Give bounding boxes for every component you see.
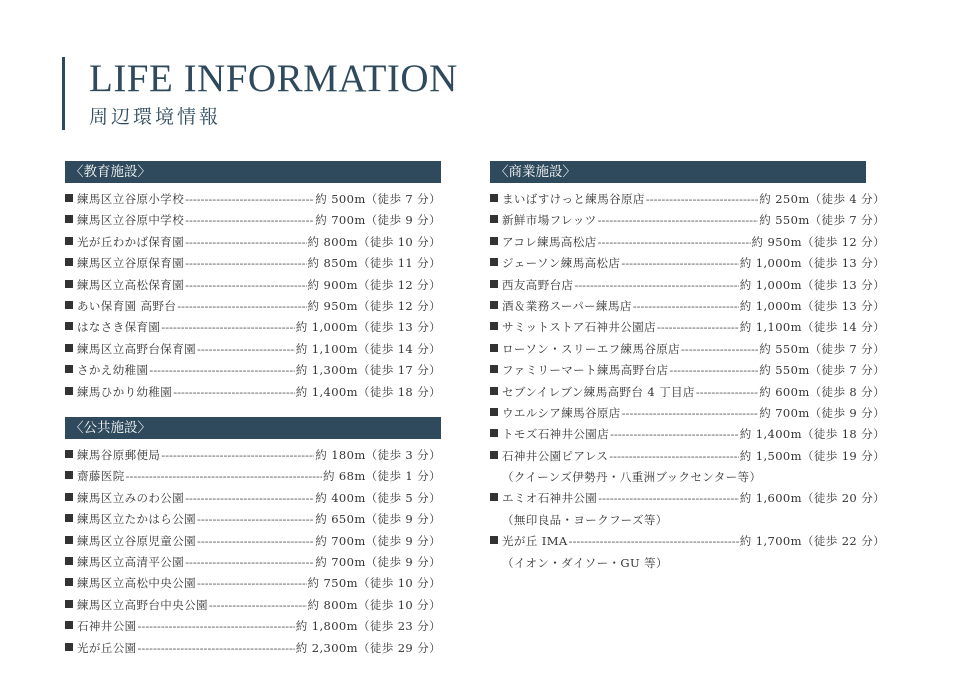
facility-distance: 約 900m（徒歩 12 分）	[307, 277, 441, 292]
title-block	[62, 57, 458, 130]
leader-dots	[621, 253, 738, 274]
list-item	[65, 317, 441, 338]
square-bullet-icon	[490, 215, 498, 223]
education-heading: 〈教育施設〉	[65, 161, 441, 183]
square-bullet-icon	[490, 408, 498, 416]
square-bullet-icon	[65, 493, 73, 501]
leader-dots	[598, 232, 751, 253]
facility-name: 練馬区立谷原小学校	[77, 192, 185, 206]
list-item	[65, 189, 441, 210]
square-bullet-icon	[65, 643, 73, 651]
list-item	[490, 189, 885, 210]
facility-name: 練馬区立高野台保育園	[77, 341, 196, 356]
facility-name: ファミリーマート練馬高野台店	[502, 363, 669, 378]
square-bullet-icon	[65, 536, 73, 544]
leader-dots	[197, 509, 314, 530]
leader-dots	[633, 296, 739, 317]
list-item	[490, 488, 885, 509]
square-bullet-icon	[65, 280, 73, 288]
leader-dots	[185, 232, 306, 253]
list-item	[65, 339, 441, 360]
square-bullet-icon	[490, 301, 498, 309]
list-item	[65, 638, 441, 659]
leader-dots	[681, 339, 758, 360]
leader-dots	[185, 189, 314, 210]
leader-dots	[197, 339, 295, 360]
facility-name: 光が丘わかば保育園	[77, 234, 185, 249]
education-section	[65, 161, 441, 403]
facility-distance: 約 1,000m（徒歩 13 分）	[739, 256, 885, 271]
list-item	[65, 488, 441, 509]
facility-name: 練馬ひかり幼稚園	[77, 384, 173, 399]
leader-dots	[574, 275, 738, 296]
square-bullet-icon	[65, 215, 73, 223]
facility-name: トモズ石神井公園店	[502, 427, 610, 442]
leader-dots	[609, 446, 738, 467]
facility-distance: 約 550m（徒歩 7 分）	[759, 341, 885, 356]
facility-note: （クイーンズ伊勢丹・八重洲ブックセンター等）	[502, 470, 762, 485]
list-item	[65, 275, 441, 296]
facility-distance: 約 550m（徒歩 7 分）	[759, 213, 885, 228]
facility-distance: 約 1,100m（徒歩 14 分）	[739, 320, 885, 335]
facility-distance: 約 1,600m（徒歩 20 分）	[739, 491, 885, 506]
facility-distance: 約 700m（徒歩 9 分）	[315, 213, 441, 228]
facility-name: 石神井公園ピアレス	[502, 448, 609, 463]
public-heading: 〈公共施設〉	[65, 417, 441, 439]
square-bullet-icon	[490, 493, 498, 501]
leader-dots	[126, 466, 322, 487]
facility-name: 練馬区立みのわ公園	[77, 490, 185, 505]
facility-name: 練馬区立谷原中学校	[77, 213, 185, 228]
list-item	[65, 210, 441, 231]
leader-dots	[598, 488, 739, 509]
facility-name: ローソン・スリーエフ練馬谷原店	[502, 341, 681, 356]
leader-dots	[657, 317, 739, 338]
square-bullet-icon	[65, 450, 73, 458]
facility-distance: 約 1,000m（徒歩 13 分）	[739, 277, 885, 292]
leader-dots	[696, 382, 758, 403]
facility-distance: 約 1,000m（徒歩 13 分）	[739, 298, 885, 313]
list-item	[65, 382, 441, 403]
facility-distance: 約 850m（徒歩 11 分）	[307, 256, 441, 271]
facility-distance: 約 700m（徒歩 9 分）	[315, 533, 441, 548]
leader-dots	[197, 573, 307, 594]
leader-dots	[149, 360, 294, 381]
facility-distance: 約 1,700m（徒歩 22 分）	[739, 534, 885, 549]
leader-dots	[138, 638, 295, 659]
facility-name: 練馬区立高松保育園	[77, 277, 185, 292]
leader-dots	[569, 531, 739, 552]
list-item	[65, 296, 441, 317]
facility-distance: 約 68m（徒歩 1 分）	[322, 469, 441, 484]
list-item	[490, 424, 885, 445]
facility-name: はなさき保育園	[77, 320, 161, 335]
facility-distance: 約 1,400m（徒歩 18 分）	[295, 384, 441, 399]
facility-name: あい保育園 高野台	[77, 298, 177, 313]
facility-distance: 約 180m（徒歩 3 分）	[315, 448, 441, 462]
square-bullet-icon	[65, 471, 73, 479]
leader-dots	[161, 445, 314, 466]
facility-distance: 約 800m（徒歩 10 分）	[307, 597, 441, 612]
public-section	[65, 417, 441, 659]
facility-name: さかえ幼稚園	[77, 363, 149, 378]
public-list	[65, 445, 441, 659]
leader-dots	[185, 275, 306, 296]
commercial-section	[490, 161, 885, 574]
facility-distance: 約 500m（徒歩 7 分）	[315, 192, 441, 206]
square-bullet-icon	[65, 621, 73, 629]
facility-name: エミオ石神井公園	[502, 491, 598, 506]
facility-note: （イオン・ダイソー・GU 等）	[502, 555, 668, 570]
square-bullet-icon	[490, 258, 498, 266]
list-item	[65, 232, 441, 253]
square-bullet-icon	[490, 536, 498, 544]
facility-distance: 約 600m（徒歩 8 分）	[759, 384, 885, 399]
square-bullet-icon	[490, 237, 498, 245]
facility-name: 光が丘 IMA	[502, 534, 568, 549]
square-bullet-icon	[65, 301, 73, 309]
list-item	[65, 509, 441, 530]
list-item	[65, 466, 441, 487]
leader-dots	[209, 595, 307, 616]
facility-name: 練馬区立谷原児童公園	[77, 533, 196, 548]
list-item	[65, 573, 441, 594]
facility-note: （無印良品・ヨークフーズ等）	[502, 512, 668, 527]
square-bullet-icon	[65, 344, 73, 352]
square-bullet-icon	[65, 322, 73, 330]
page-subtitle: 周辺環境情報	[89, 106, 222, 128]
list-item	[65, 552, 441, 573]
facility-distance: 約 950m（徒歩 12 分）	[751, 234, 885, 249]
facility-distance: 約 700m（徒歩 9 分）	[315, 554, 441, 569]
facility-name: 石神井公園	[77, 619, 137, 634]
list-item	[490, 531, 885, 552]
square-bullet-icon	[65, 557, 73, 565]
list-item	[65, 531, 441, 552]
list-item	[490, 382, 885, 403]
facility-name: ウエルシア練馬谷原店	[502, 405, 621, 420]
list-item	[490, 275, 885, 296]
education-list	[65, 189, 441, 403]
list-item	[65, 595, 441, 616]
leader-dots	[610, 424, 739, 445]
leader-dots	[185, 210, 314, 231]
leader-dots	[185, 488, 314, 509]
facility-name: 酒＆業務スーパー練馬店	[502, 298, 632, 313]
facility-name: 齋藤医院	[77, 469, 125, 484]
square-bullet-icon	[490, 387, 498, 395]
facility-name: サミットストア石神井公園店	[502, 320, 657, 335]
square-bullet-icon	[490, 280, 498, 288]
square-bullet-icon	[65, 258, 73, 266]
square-bullet-icon	[490, 451, 498, 459]
list-item	[65, 445, 441, 466]
square-bullet-icon	[65, 365, 73, 373]
facility-name: 新鮮市場フレッツ	[502, 213, 597, 228]
facility-distance: 約 1,400m（徒歩 18 分）	[739, 427, 885, 442]
commercial-heading: 〈商業施設〉	[490, 161, 866, 183]
square-bullet-icon	[490, 365, 498, 373]
leader-dots	[177, 296, 306, 317]
list-item	[490, 210, 885, 231]
facility-distance: 約 1,500m（徒歩 19 分）	[739, 448, 885, 463]
leader-dots	[646, 189, 758, 210]
facility-name: 光が丘公園	[77, 640, 137, 655]
leader-dots	[138, 616, 295, 637]
list-item	[490, 403, 885, 424]
leader-dots	[197, 531, 314, 552]
square-bullet-icon	[65, 600, 73, 608]
facility-name: 練馬区立高松中央公園	[77, 576, 196, 591]
list-item	[490, 317, 885, 338]
square-bullet-icon	[65, 578, 73, 586]
list-item	[65, 616, 441, 637]
page-title: LIFE INFORMATION	[89, 57, 458, 100]
leader-dots	[161, 317, 294, 338]
facility-distance: 約 750m（徒歩 10 分）	[307, 576, 441, 591]
leader-dots	[622, 403, 759, 424]
square-bullet-icon	[490, 322, 498, 330]
facility-name: 練馬区立谷原保育園	[77, 256, 185, 271]
facility-distance: 約 650m（徒歩 9 分）	[315, 512, 441, 527]
leader-dots	[185, 253, 306, 274]
facility-name: セブンイレブン練馬高野台 4 丁目店	[502, 384, 695, 399]
facility-name: 西友高野台店	[502, 277, 574, 292]
facility-name: 練馬区立高野台中央公園	[77, 597, 208, 612]
facility-distance: 約 250m（徒歩 4 分）	[759, 192, 885, 206]
leader-dots	[598, 210, 759, 231]
leader-dots	[669, 360, 758, 381]
list-item	[65, 360, 441, 381]
facility-distance: 約 2,300m（徒歩 29 分）	[295, 640, 441, 655]
facility-distance: 約 1,300m（徒歩 17 分）	[295, 363, 441, 378]
list-item	[490, 339, 885, 360]
facility-name: まいばすけっと練馬谷原店	[502, 192, 645, 206]
square-bullet-icon	[65, 237, 73, 245]
facility-name: 練馬谷原郵便局	[77, 448, 161, 462]
square-bullet-icon	[65, 387, 73, 395]
square-bullet-icon	[490, 344, 498, 352]
square-bullet-icon	[65, 194, 73, 202]
leader-dots	[173, 382, 295, 403]
facility-distance: 約 1,800m（徒歩 23 分）	[295, 619, 441, 634]
facility-distance: 約 800m（徒歩 10 分）	[307, 234, 441, 249]
square-bullet-icon	[490, 194, 498, 202]
facility-distance: 約 1,000m（徒歩 13 分）	[295, 320, 441, 335]
facility-distance: 約 1,100m（徒歩 14 分）	[295, 341, 441, 356]
facility-name: 練馬区立たかはら公園	[77, 512, 196, 527]
facility-name: ジェーソン練馬高松店	[502, 256, 621, 271]
list-item	[65, 253, 441, 274]
square-bullet-icon	[490, 429, 498, 437]
list-item	[490, 232, 885, 253]
leader-dots	[185, 552, 314, 573]
commercial-list	[490, 189, 885, 574]
facility-distance: 約 550m（徒歩 7 分）	[759, 363, 885, 378]
facility-distance: 約 950m（徒歩 12 分）	[307, 298, 441, 313]
facility-name: 練馬区立高清平公園	[77, 554, 185, 569]
list-item	[490, 296, 885, 317]
list-item	[490, 360, 885, 381]
facility-distance: 約 400m（徒歩 5 分）	[315, 490, 441, 505]
list-item	[490, 253, 885, 274]
square-bullet-icon	[65, 514, 73, 522]
facility-distance: 約 700m（徒歩 9 分）	[759, 405, 885, 420]
list-item	[490, 446, 885, 467]
facility-name: アコレ練馬高松店	[502, 234, 597, 249]
